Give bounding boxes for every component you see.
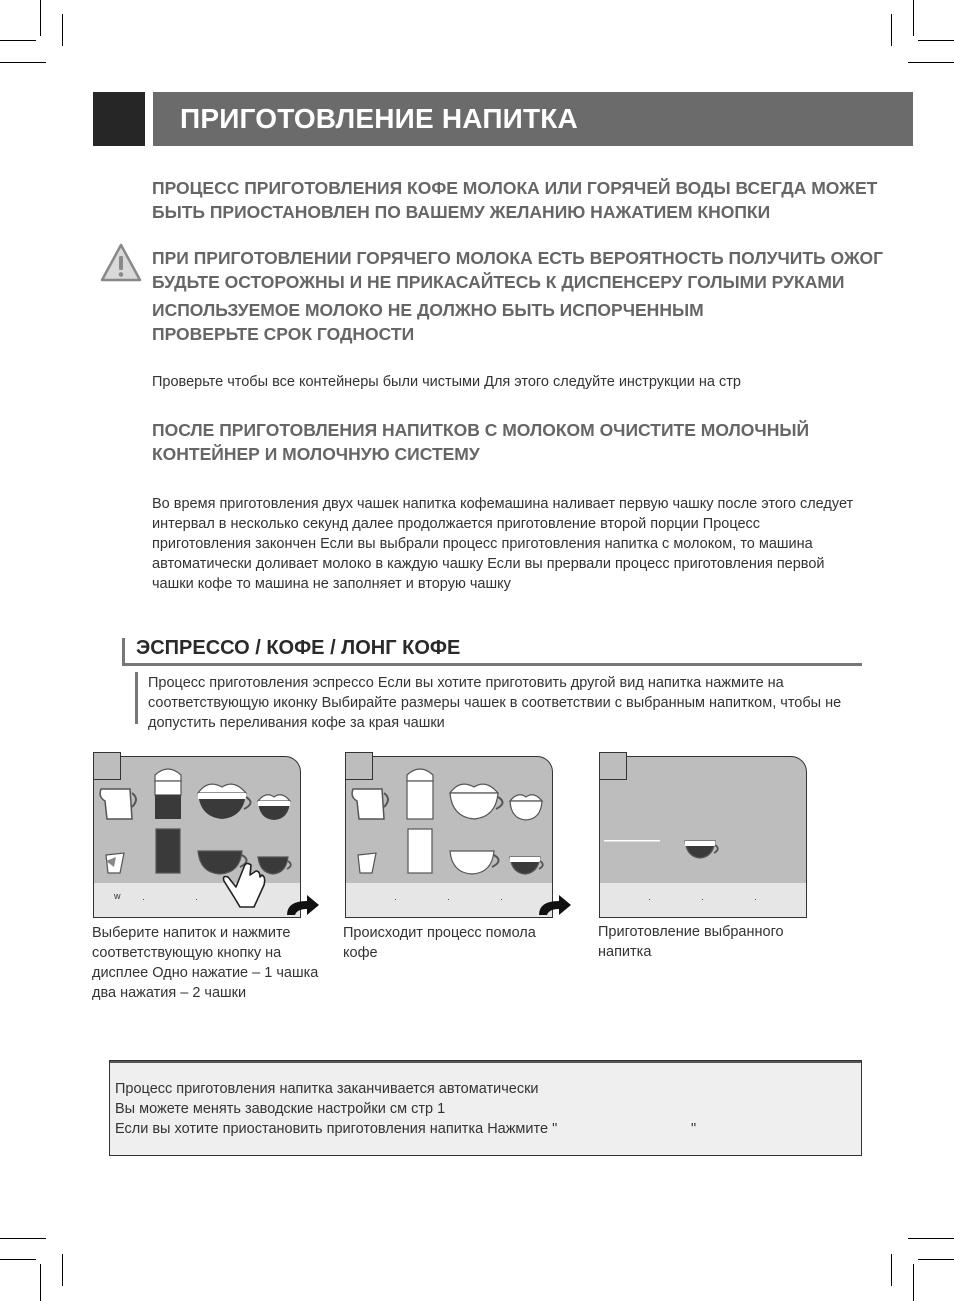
espresso-cup-icon <box>685 841 718 858</box>
warning-text: ПРИ ПРИГОТОВЛЕНИИ ГОРЯЧЕГО МОЛОКА ЕСТЬ ВЕРОЯТНОСТЬ ПОЛУЧИТЬ ОЖОГ БУДЬТЕ ОСТОРОЖНЫ И НЕ ПРИКАСАЙТЕСЬ К ДИСПЕНСЕРУ ГОЛЫМИ РУКАМИ <box>152 248 883 292</box>
section-intro: Процесс приготовления эспрессо Если вы хотите приготовить другой вид напитка нажмите на соответствующую иконку Выбирайте размеры чашек в соответствии с выбранным напитком, чтобы не допустить переливания кофе за края чашки <box>148 675 842 731</box>
section-bar <box>122 638 125 666</box>
display-panel-3 <box>599 756 807 918</box>
note-text: Процесс приготовления напитка заканчивается автоматически Вы можете менять заводские настройки см стр 1 Если вы хотите приостановить приготовления напитка Нажмите " <box>115 1081 558 1137</box>
step-3-caption: Приготовление выбранного напитка <box>598 924 784 960</box>
milk-jug-icon <box>100 789 136 819</box>
section-underline <box>122 663 862 666</box>
espresso-small-icon <box>510 857 543 874</box>
panel-dot: · <box>142 894 145 904</box>
two-cups-text: Во время приготовления двух чашек напитка кофемашина наливает первую чашку после этого следует интервал в несколько секунд далее продолжается приготовление второй порции Процесс приготовления закончен Если вы выбрали процесс приготовления напитка с молоком, то машина автоматически доливает молоко в каждую чашку Если вы прервали процесс приготовления первой чашки кофе то машина не заполняет и вторую чашку <box>152 496 854 592</box>
clean-notice: ПОСЛЕ ПРИГОТОВЛЕНИЯ НАПИТКОВ С МОЛОКОМ ОЧИСТИТЕ МОЛОЧНЫЙ КОНТЕЙНЕР И МОЛОЧНУЮ СИСТЕМУ <box>152 420 810 464</box>
step-2-caption: Происходит процесс помола кофе <box>343 925 536 961</box>
note-quote: " <box>691 1121 697 1137</box>
milk-jug-icon <box>352 789 388 819</box>
notice-interrupt: ПРОЦЕСС ПРИГОТОВЛЕНИЯ КОФЕ МОЛОКА ИЛИ ГОРЯЧЕЙ ВОДЫ ВСЕГДА МОЖЕТ БЫТЬ ПРИОСТАНОВЛЕН ПО ВАШЕМУ ЖЕЛАНИЮ НАЖАТИЕМ КНОПКИ <box>152 178 878 222</box>
note-box <box>109 1060 862 1156</box>
step-marker-1 <box>93 752 121 780</box>
step-1-caption: Выберите напиток и нажмите соответствующую кнопку на дисплее Одно нажатие – 1 чашка два нажатия – 2 чашки <box>92 925 319 1001</box>
next-arrow-icon <box>285 893 321 917</box>
espresso-small-icon <box>258 857 291 874</box>
coffee-cup-icon <box>198 851 247 874</box>
header-block <box>93 92 145 146</box>
espresso-cup-icon <box>510 795 542 820</box>
panel-dot: · <box>754 894 757 904</box>
check-text: Проверьте чтобы все контейнеры были чистыми Для этого следуйте инструкции на стр <box>152 374 741 390</box>
hot-water-icon <box>358 853 376 873</box>
panel-dot: · <box>394 894 397 904</box>
hot-water-icon <box>106 853 124 873</box>
step-marker-2 <box>345 752 373 780</box>
coffee-cup-icon <box>450 851 499 874</box>
cappuccino-cup-icon <box>450 784 503 819</box>
warning-icon <box>99 242 143 284</box>
page-title: ПРИГОТОВЛЕНИЕ НАПИТКА <box>180 103 578 134</box>
latte-glass-icon <box>155 769 181 819</box>
next-arrow-icon <box>537 893 573 917</box>
progress-line <box>604 840 660 842</box>
panel-dot: · <box>447 894 450 904</box>
espresso-cup-icon <box>258 795 290 820</box>
panel-dot: · <box>195 894 198 904</box>
latte-glass-icon <box>407 769 433 819</box>
step-marker-3 <box>599 752 627 780</box>
cappuccino-cup-icon <box>198 784 251 819</box>
panel-dot: · <box>648 894 651 904</box>
panel-dot: · <box>500 894 503 904</box>
intro-bar <box>135 672 138 724</box>
display-panel-2 <box>345 756 553 918</box>
display-panel-1 <box>93 756 301 918</box>
panel-label: w <box>114 891 121 901</box>
milk-notice: ИСПОЛЬЗУЕМОЕ МОЛОКО НЕ ДОЛЖНО БЫТЬ ИСПОРЧЕННЫМ ПРОВЕРЬТЕ СРОК ГОДНОСТИ <box>152 300 704 344</box>
long-coffee-glass-icon <box>156 829 180 873</box>
section-title: ЭСПРЕССО / КОФЕ / ЛОНГ КОФЕ <box>136 637 461 659</box>
panel-dot: · <box>701 894 704 904</box>
long-coffee-glass-icon <box>408 829 432 873</box>
